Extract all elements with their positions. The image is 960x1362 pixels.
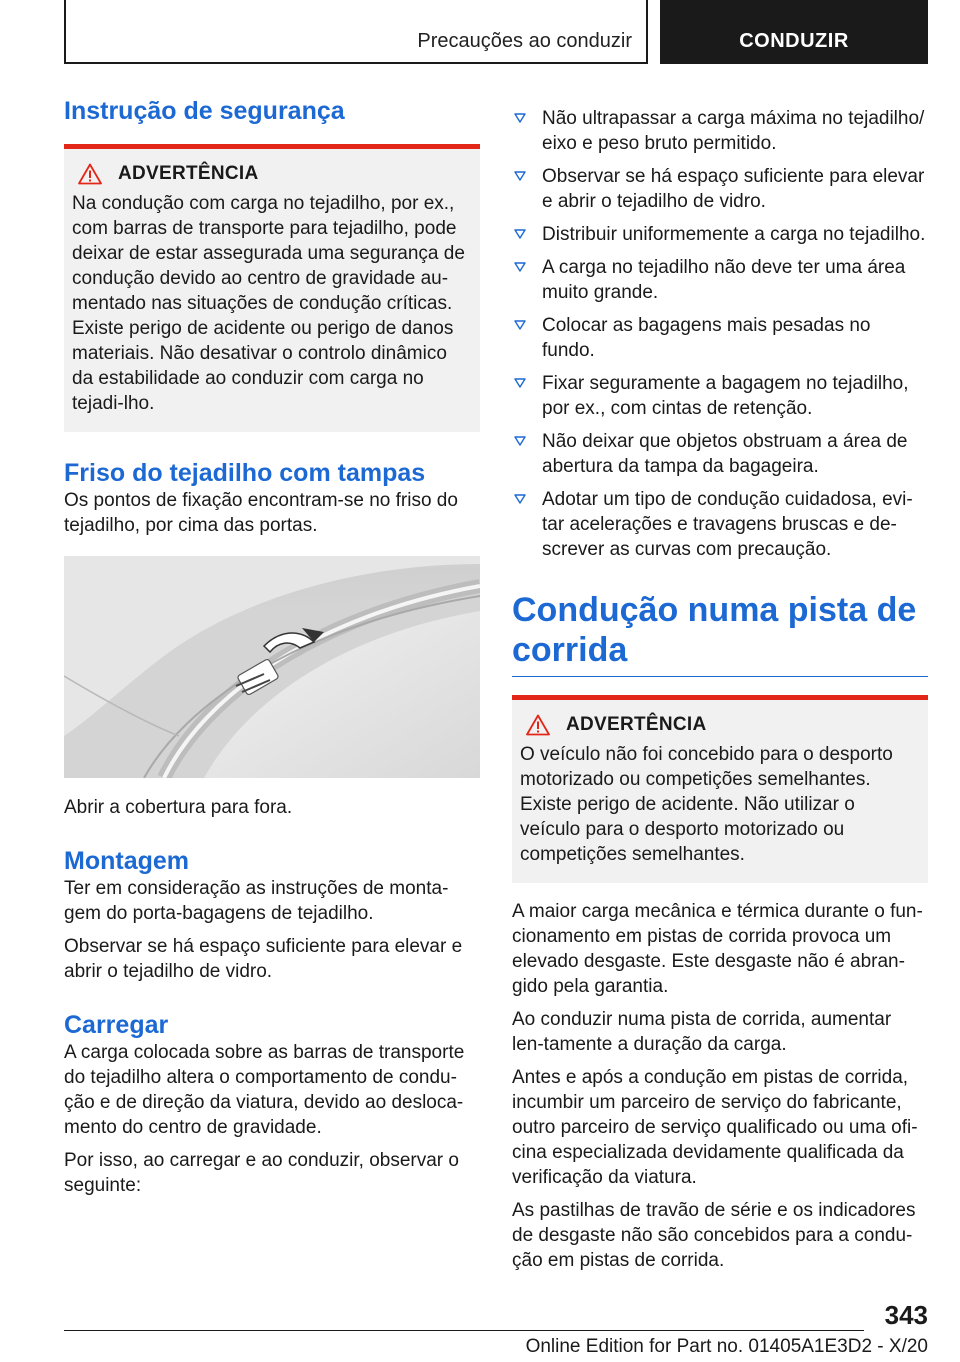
list-item-text: Colocar as bagagens mais pesadas no fundo.: [542, 315, 871, 361]
list-item: [512, 313, 928, 363]
safety-heading: Instrução de segurança: [64, 97, 345, 125]
race-heading-line1: Condução numa pista de: [512, 591, 917, 629]
right-column: [512, 96, 928, 1273]
list-item: [512, 487, 928, 562]
footer-rule: [64, 1330, 864, 1331]
bullet-triangle-icon: [514, 113, 526, 123]
warning-text: Na condução com carga no tejadilho, por ex., com barras de transporte para tejadilho, pode deixar de estar assegurada uma segurança de condução devido ao centro de gravidade au-mentado nas situações de condução críticas. Existe perigo de acidente ou perigo de danos materiais. Não desativar o controlo dinâmico da estabilidade ao conduzir com carga no tejadi-lho.: [72, 193, 465, 414]
list-item: [512, 371, 928, 421]
list-item: [512, 429, 928, 479]
list-item-text: Adotar um tipo de condução cuidadosa, evi-tar acelerações e travagens bruscas e de-screver as curvas com precaução.: [542, 489, 913, 560]
race-heading-line2: corrida: [512, 631, 628, 669]
carregar-p1: A carga colocada sobre as barras de transporte do tejadilho altera o comportamento de condu-ção e de direção da viatura, devido ao desloca-mento do centro de gravidade.: [64, 1042, 465, 1138]
race-warning-box: [512, 700, 928, 883]
warning-triangle-icon: [526, 714, 550, 736]
list-item-text: Distribuir uniformemente a carga no tejadilho.: [542, 224, 926, 245]
bullet-triangle-icon: [514, 436, 526, 446]
header-section-title: Precauções ao conduzir: [417, 30, 632, 52]
list-item-text: Observar se há espaço suficiente para elevar e abrir o tejadilho de vidro.: [542, 166, 925, 212]
warning-text: O veículo não foi concebido para o desporto motorizado ou competições semelhantes. Existe perigo de acidente. Não utilizar o veículo para o desporto motorizado ou competições semelhantes.: [520, 744, 893, 865]
montagem-heading: Montagem: [64, 847, 189, 875]
list-item-text: Não deixar que objetos obstruam a área de abertura da tampa da bagageira.: [542, 431, 908, 477]
bullet-triangle-icon: [514, 171, 526, 181]
warning-title: [520, 714, 920, 736]
bullet-triangle-icon: [514, 378, 526, 388]
header-chapter-box: [660, 0, 928, 64]
race-heading: [512, 590, 928, 670]
warning-label: ADVERTÊNCIA: [118, 163, 259, 184]
page-header: [64, 0, 928, 64]
bullet-triangle-icon: [514, 262, 526, 272]
friso-heading: Friso do tejadilho com tampas: [64, 459, 426, 487]
left-column: [64, 96, 480, 1198]
bullet-triangle-icon: [514, 320, 526, 330]
list-item-text: A carga no tejadilho não deve ter uma área muito grande.: [542, 257, 906, 303]
list-item-text: Não ultrapassar a carga máxima no tejadilho/ eixo e peso bruto permitido.: [542, 108, 925, 154]
friso-caption: Abrir a cobertura para fora.: [64, 797, 293, 818]
list-item: [512, 164, 928, 214]
header-section-box: [64, 0, 648, 64]
friso-text: Os pontos de fixação encontram-se no friso do tejadilho, por cima das portas.: [64, 490, 458, 536]
warning-title: [72, 163, 472, 185]
race-p3: Antes e após a condução em pistas de corrida, incumbir um parceiro de serviço do fabricante, outro parceiro de serviço qualificado ou uma ofi-cina especializada devidamente qualificada da verificação da viatura.: [512, 1067, 918, 1188]
list-item-text: Fixar seguramente a bagagem no tejadilho, por ex., com cintas de retenção.: [542, 373, 909, 419]
bullet-triangle-icon: [514, 494, 526, 504]
header-chapter-title: CONDUZIR: [739, 30, 849, 52]
page-number: 343: [884, 1300, 928, 1330]
carregar-heading: Carregar: [64, 1011, 169, 1039]
roof-rail-cover-photo: [64, 556, 480, 778]
bullet-triangle-icon: [514, 229, 526, 239]
list-item: [512, 222, 928, 247]
montagem-p2: Observar se há espaço suficiente para elevar e abrir o tejadilho de vidro.: [64, 936, 463, 982]
loading-rules-list: [512, 106, 928, 562]
montagem-p1: Ter em consideração as instruções de monta-gem do porta-bagagens de tejadilho.: [64, 878, 449, 924]
race-p4: As pastilhas de travão de série e os indicadores de desgaste não são concebidos para a condu-ção em pistas de corrida.: [512, 1200, 916, 1271]
list-item: [512, 106, 928, 156]
heading-blue-rule: [512, 676, 928, 677]
list-item: [512, 255, 928, 305]
footer-edition: Online Edition for Part no. 01405A1E3D2 - X/20: [525, 1336, 928, 1357]
race-p1: A maior carga mecânica e térmica durante o fun-cionamento em pistas de corrida provoca um elevado desgaste. Este desgaste não é abran-gido pela garantia.: [512, 901, 923, 997]
safety-warning-box: [64, 149, 480, 432]
warning-triangle-icon: [78, 163, 102, 185]
race-p2: Ao conduzir numa pista de corrida, aumentar len-tamente a duração da carga.: [512, 1009, 892, 1055]
warning-label: ADVERTÊNCIA: [566, 714, 707, 735]
carregar-p2: Por isso, ao carregar e ao conduzir, observar o seguinte:: [64, 1150, 459, 1196]
